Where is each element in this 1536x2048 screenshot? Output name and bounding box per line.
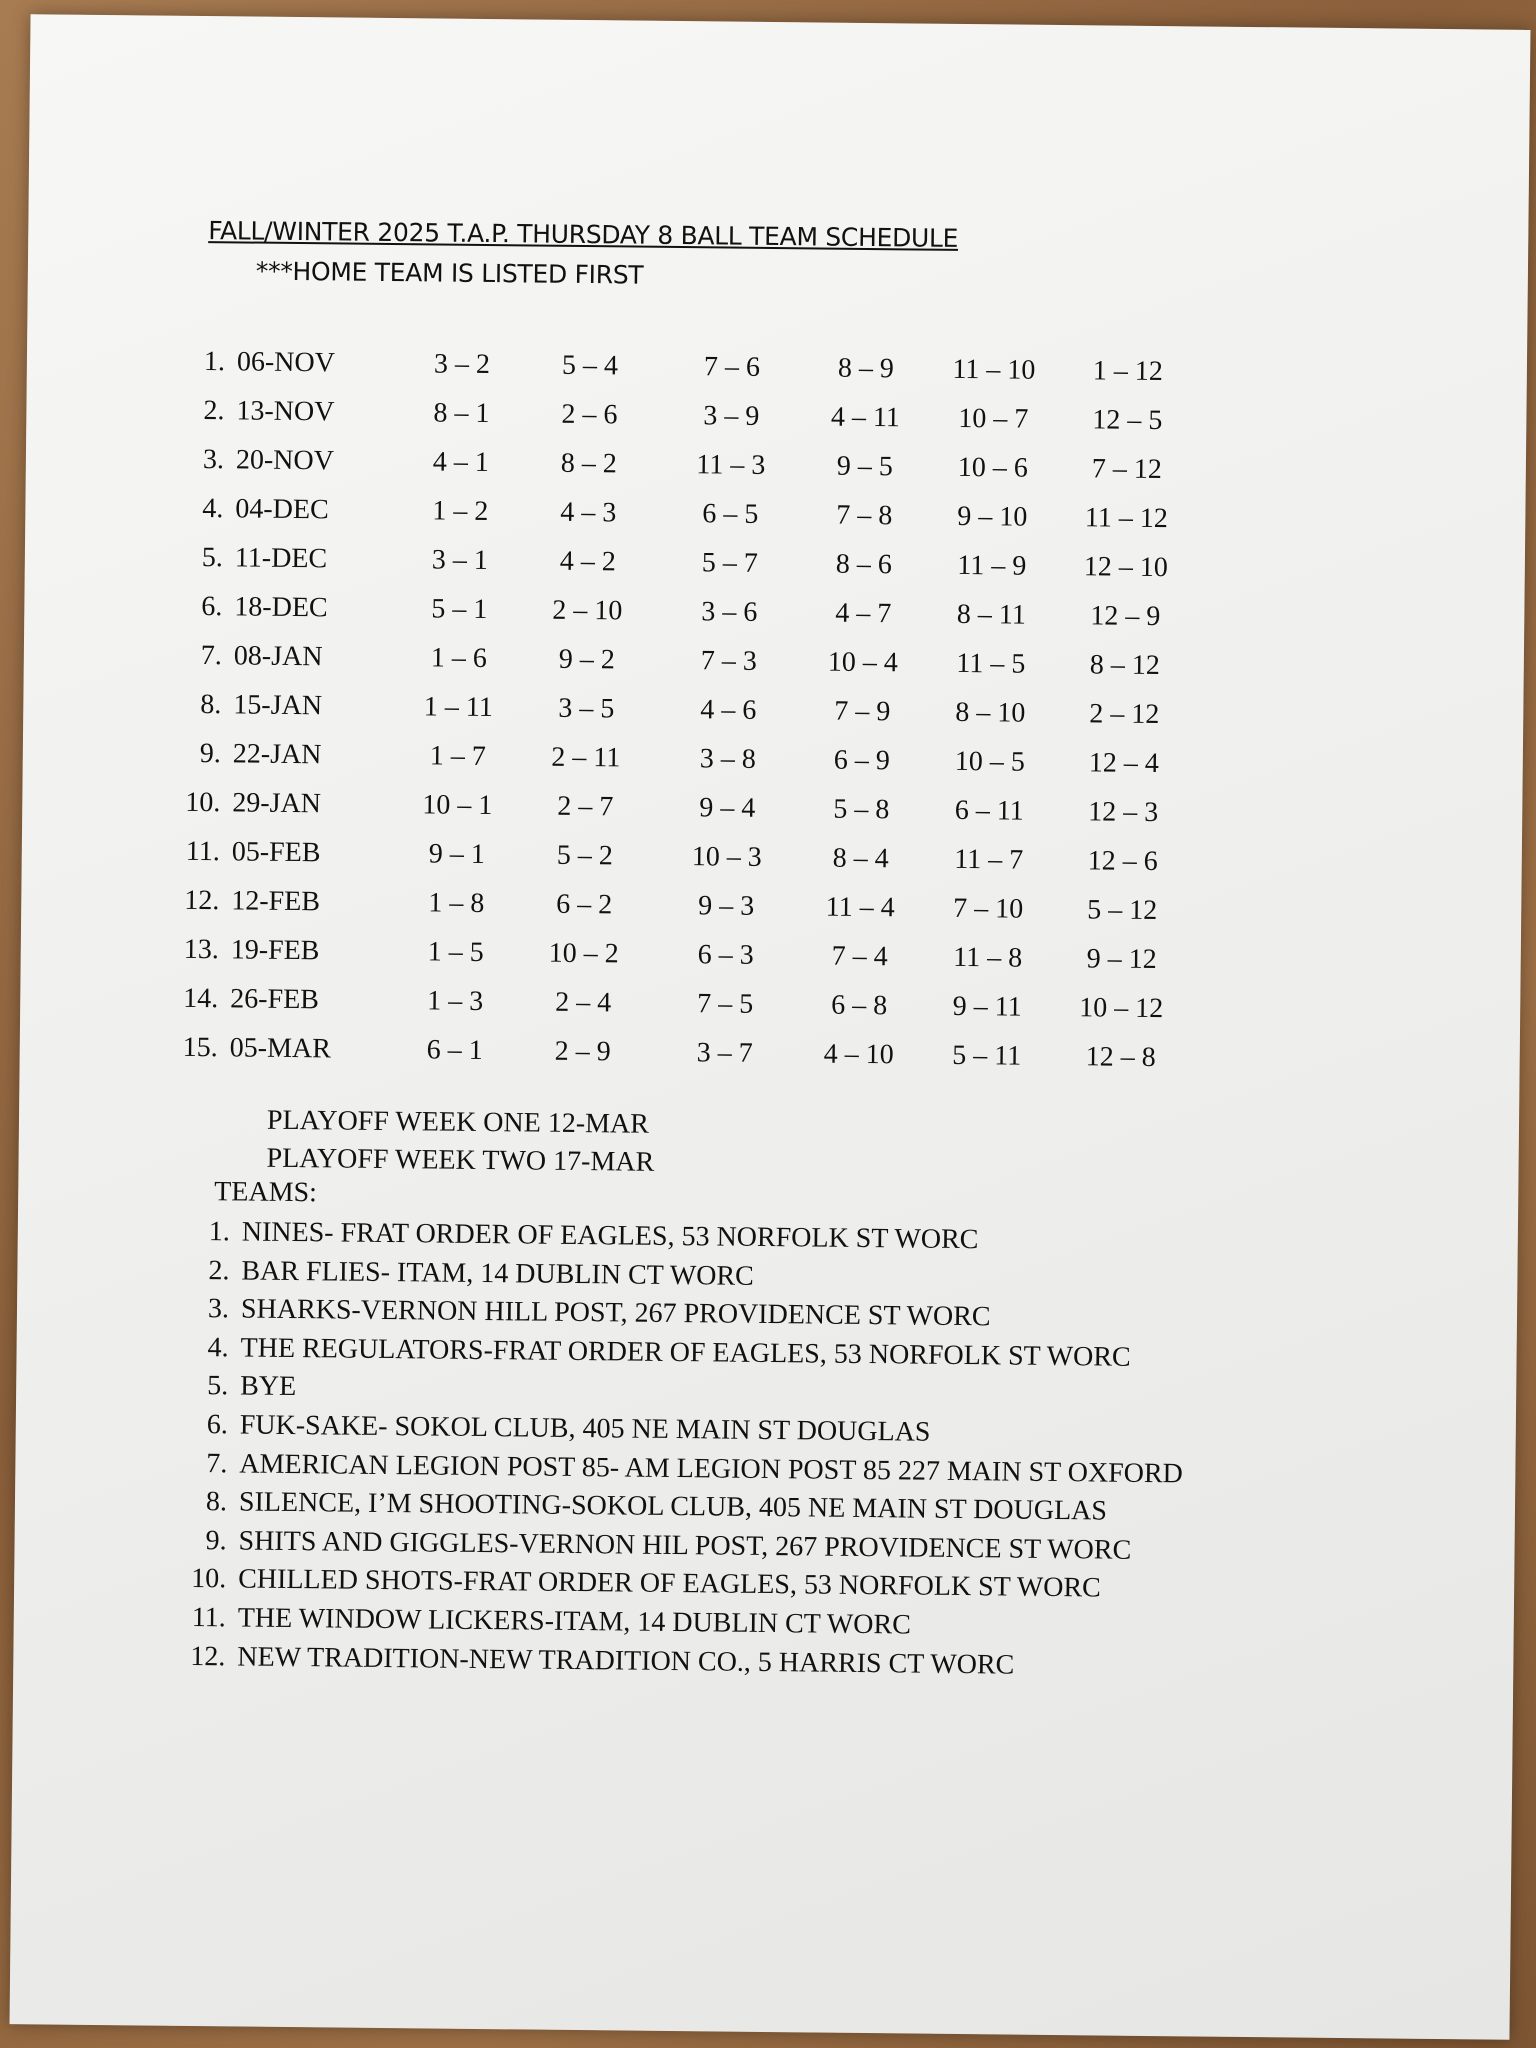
matchup: 4 – 10 — [823, 1038, 894, 1071]
schedule-row — [172, 786, 1159, 836]
team-number: 4. — [207, 1331, 229, 1364]
week-number: 3. — [202, 444, 225, 476]
matchup: 7 – 5 — [697, 988, 754, 1020]
schedule-row — [169, 1031, 1156, 1081]
matchup: 11 – 12 — [1084, 502, 1168, 535]
matchup: 1 – 11 — [423, 691, 493, 724]
week-date: 05-MAR — [229, 1032, 332, 1065]
team-number: 10. — [191, 1563, 227, 1595]
week-date: 26-FEB — [230, 983, 320, 1016]
team-name: THE WINDOW LICKERS-ITAM, 14 DUBLIN CT WORC — [237, 1602, 912, 1641]
team-number: 3. — [207, 1293, 230, 1325]
week-date: 18-DEC — [234, 591, 328, 624]
matchup: 8 – 10 — [955, 696, 1026, 729]
matchup: 8 – 11 — [956, 598, 1026, 631]
matchup: 9 – 4 — [699, 792, 756, 824]
team-name: NEW TRADITION-NEW TRADITION CO., 5 HARRIS CT WORC — [237, 1640, 1015, 1681]
team-number: 5. — [207, 1370, 229, 1402]
matchup: 5 – 11 — [952, 1039, 1022, 1072]
matchup: 9 – 3 — [698, 890, 755, 922]
teams-list — [181, 1216, 1185, 1690]
week-date: 12-FEB — [231, 885, 321, 918]
matchup: 12 – 3 — [1088, 796, 1159, 829]
matchup: 8 – 4 — [832, 842, 889, 875]
schedule-row — [175, 542, 1168, 591]
playoff-week-two: PLAYOFF WEEK TWO 17-MAR — [266, 1142, 655, 1178]
week-date: 13-NOV — [236, 395, 335, 428]
matchup: 11 – 10 — [952, 353, 1036, 386]
matchup: 8 – 12 — [1089, 649, 1160, 682]
team-name: BAR FLIES- ITAM, 14 DUBLIN CT WORC — [241, 1255, 754, 1292]
matchup: 5 – 12 — [1087, 894, 1158, 927]
matchup: 3 – 8 — [699, 743, 756, 775]
team-name: CHILLED SHOTS-FRAT ORDER OF EAGLES, 53 NORFOLK ST WORC — [238, 1563, 1101, 1604]
week-date: 11-DEC — [234, 542, 328, 575]
matchup: 4 – 3 — [560, 496, 617, 529]
teams-heading: TEAMS: — [214, 1176, 318, 1209]
matchup: 11 – 7 — [954, 843, 1024, 876]
schedule-title: FALL/WINTER 2025 T.A.P. THURSDAY 8 BALL TEAM SCHEDULE — [208, 216, 959, 253]
team-number: 6. — [206, 1409, 228, 1441]
matchup: 5 – 8 — [833, 793, 890, 826]
week-number: 1. — [203, 346, 226, 378]
week-number: 4. — [202, 493, 224, 525]
schedule-row — [177, 346, 1164, 395]
matchup: 11 – 4 — [825, 891, 895, 924]
team-name: SILENCE, I’M SHOOTING-SOKOL CLUB, 405 NE MAIN ST DOUGLAS — [238, 1486, 1108, 1527]
matchup: 7 – 6 — [703, 351, 761, 383]
matchup: 4 – 11 — [830, 401, 901, 434]
matchup: 3 – 7 — [696, 1037, 753, 1069]
schedule-row — [170, 933, 1157, 983]
schedule-row — [176, 395, 1163, 444]
week-date: 06-NOV — [236, 346, 336, 379]
matchup: 1 – 8 — [428, 887, 485, 920]
matchup: 3 – 2 — [433, 348, 491, 381]
matchup: 8 – 2 — [560, 447, 618, 480]
matchup: 3 – 1 — [431, 544, 489, 577]
matchup: 7 – 8 — [836, 499, 893, 532]
team-name: FUK-SAKE- SOKOL CLUB, 405 NE MAIN ST DOUGLAS — [239, 1409, 931, 1448]
team-name: NINES- FRAT ORDER OF EAGLES, 53 NORFOLK ST WORC — [241, 1216, 979, 1256]
matchup: 7 – 3 — [700, 645, 757, 677]
matchup: 2 – 6 — [561, 398, 618, 431]
week-date: 04-DEC — [235, 493, 329, 526]
matchup: 4 – 7 — [835, 597, 892, 630]
matchup: 2 – 11 — [551, 741, 621, 774]
week-number: 10. — [185, 786, 221, 819]
week-number: 15. — [182, 1031, 218, 1064]
team-name: AMERICAN LEGION POST 85- AM LEGION POST 85 227 MAIN ST OXFORD — [239, 1448, 1184, 1489]
team-name: BYE — [240, 1370, 297, 1403]
matchup: 2 – 4 — [555, 986, 612, 1019]
schedule-row — [173, 689, 1160, 738]
schedule-row — [175, 493, 1168, 542]
matchup: 11 – 9 — [957, 549, 1027, 582]
matchup: 8 – 1 — [433, 397, 490, 430]
matchup: 10 – 4 — [827, 646, 898, 679]
week-date: 29-JAN — [232, 787, 322, 820]
week-number: 14. — [183, 982, 219, 1015]
matchup: 1 – 2 — [432, 495, 489, 528]
matchup: 1 – 12 — [1092, 355, 1164, 388]
week-date: 08-JAN — [233, 640, 323, 673]
matchup: 10 – 7 — [958, 402, 1029, 435]
schedule-row — [176, 444, 1163, 493]
team-number: 12. — [190, 1640, 226, 1672]
matchup: 5 – 7 — [701, 547, 759, 579]
matchup: 6 – 3 — [697, 939, 754, 971]
home-team-note: ***HOME TEAM IS LISTED FIRST — [255, 256, 644, 290]
matchup: 6 – 8 — [831, 989, 888, 1022]
team-number: 9. — [205, 1524, 227, 1557]
matchup: 9 – 1 — [428, 838, 485, 871]
matchup: 2 – 12 — [1089, 698, 1160, 731]
matchup: 6 – 11 — [954, 794, 1024, 827]
matchup: 10 – 2 — [548, 937, 619, 970]
matchup: 6 – 1 — [426, 1034, 483, 1066]
matchup: 11 – 3 — [696, 449, 766, 481]
paper-sheet — [10, 14, 1531, 2040]
team-name: SHITS AND GIGGLES-VERNON HIL POST, 267 PROVIDENCE ST WORC — [238, 1525, 1132, 1566]
matchup: 6 – 5 — [702, 498, 759, 530]
matchup: 5 – 1 — [431, 593, 488, 626]
schedule-row — [174, 591, 1161, 640]
matchup: 3 – 5 — [558, 692, 615, 725]
matchup: 4 – 6 — [700, 694, 757, 726]
document-content — [10, 14, 1531, 2040]
matchup: 4 – 2 — [559, 545, 617, 578]
matchup: 5 – 4 — [561, 349, 619, 382]
schedule-row — [172, 738, 1159, 787]
matchup: 10 – 1 — [422, 789, 493, 822]
matchup: 12 – 10 — [1083, 551, 1168, 584]
matchup: 9 – 11 — [952, 990, 1022, 1023]
week-number: 12. — [184, 884, 220, 917]
matchup: 4 – 1 — [432, 446, 490, 479]
playoff-week-one: PLAYOFF WEEK ONE 12-MAR — [266, 1104, 650, 1140]
matchup: 8 – 6 — [835, 548, 893, 581]
matchup: 1 – 5 — [427, 936, 484, 968]
matchup: 6 – 9 — [833, 744, 890, 777]
matchup: 2 – 10 — [552, 594, 623, 627]
matchup: 1 – 6 — [430, 642, 488, 675]
matchup: 7 – 10 — [953, 892, 1024, 925]
team-name: SHARKS-VERNON HILL POST, 267 PROVIDENCE ST WORC — [240, 1293, 991, 1333]
week-number: 2. — [203, 395, 225, 427]
matchup: 6 – 2 — [556, 888, 613, 921]
week-number: 5. — [201, 542, 224, 574]
schedule-row — [171, 835, 1158, 885]
matchup: 10 – 6 — [957, 451, 1029, 484]
matchup: 11 – 5 — [956, 647, 1026, 680]
week-number: 11. — [185, 835, 220, 868]
team-number: 2. — [208, 1254, 230, 1286]
matchup: 7 – 4 — [831, 940, 888, 973]
week-number: 13. — [183, 933, 219, 966]
matchup: 9 – 10 — [957, 500, 1028, 533]
matchup: 9 – 2 — [558, 643, 615, 676]
matchup: 12 – 9 — [1090, 600, 1161, 633]
matchup: 10 – 12 — [1079, 992, 1164, 1025]
matchup: 7 – 9 — [834, 695, 891, 728]
matchup: 2 – 7 — [557, 790, 614, 823]
team-number: 11. — [191, 1601, 226, 1634]
week-date: 19-FEB — [230, 934, 320, 967]
team-name: THE REGULATORS-FRAT ORDER OF EAGLES, 53 NORFOLK ST WORC — [240, 1332, 1131, 1373]
matchup: 8 – 9 — [837, 352, 895, 385]
week-date: 15-JAN — [233, 689, 323, 722]
schedule-table — [169, 346, 1168, 1081]
matchup: 9 – 12 — [1086, 943, 1157, 976]
matchup: 12 – 8 — [1085, 1041, 1156, 1074]
matchup: 1 – 7 — [429, 740, 486, 773]
matchup: 10 – 5 — [954, 745, 1025, 778]
week-date: 20-NOV — [235, 444, 335, 477]
team-number: 7. — [206, 1447, 228, 1479]
week-number: 7. — [200, 640, 223, 672]
matchup: 7 – 12 — [1091, 453, 1163, 486]
matchup: 3 – 6 — [701, 596, 758, 628]
schedule-row — [170, 982, 1164, 1032]
matchup: 12 – 4 — [1088, 747, 1159, 780]
matchup: 12 – 5 — [1092, 404, 1163, 437]
week-date: 05-FEB — [231, 836, 321, 869]
schedule-row — [174, 640, 1160, 689]
matchup: 11 – 8 — [953, 941, 1023, 974]
team-number: 1. — [208, 1216, 230, 1248]
matchup: 1 – 3 — [427, 985, 484, 1017]
matchup: 3 – 9 — [703, 400, 760, 432]
week-number: 9. — [199, 738, 221, 770]
matchup: 5 – 2 — [556, 839, 613, 872]
matchup: 2 – 9 — [554, 1035, 611, 1068]
team-number: 8. — [205, 1486, 228, 1518]
matchup: 10 – 3 — [691, 841, 762, 873]
week-number: 6. — [201, 591, 223, 623]
week-date: 22-JAN — [232, 738, 322, 771]
matchup: 12 – 6 — [1087, 845, 1158, 878]
playoff-dates — [266, 1102, 654, 1182]
schedule-row — [171, 884, 1158, 934]
week-number: 8. — [200, 689, 222, 721]
matchup: 9 – 5 — [836, 450, 894, 483]
